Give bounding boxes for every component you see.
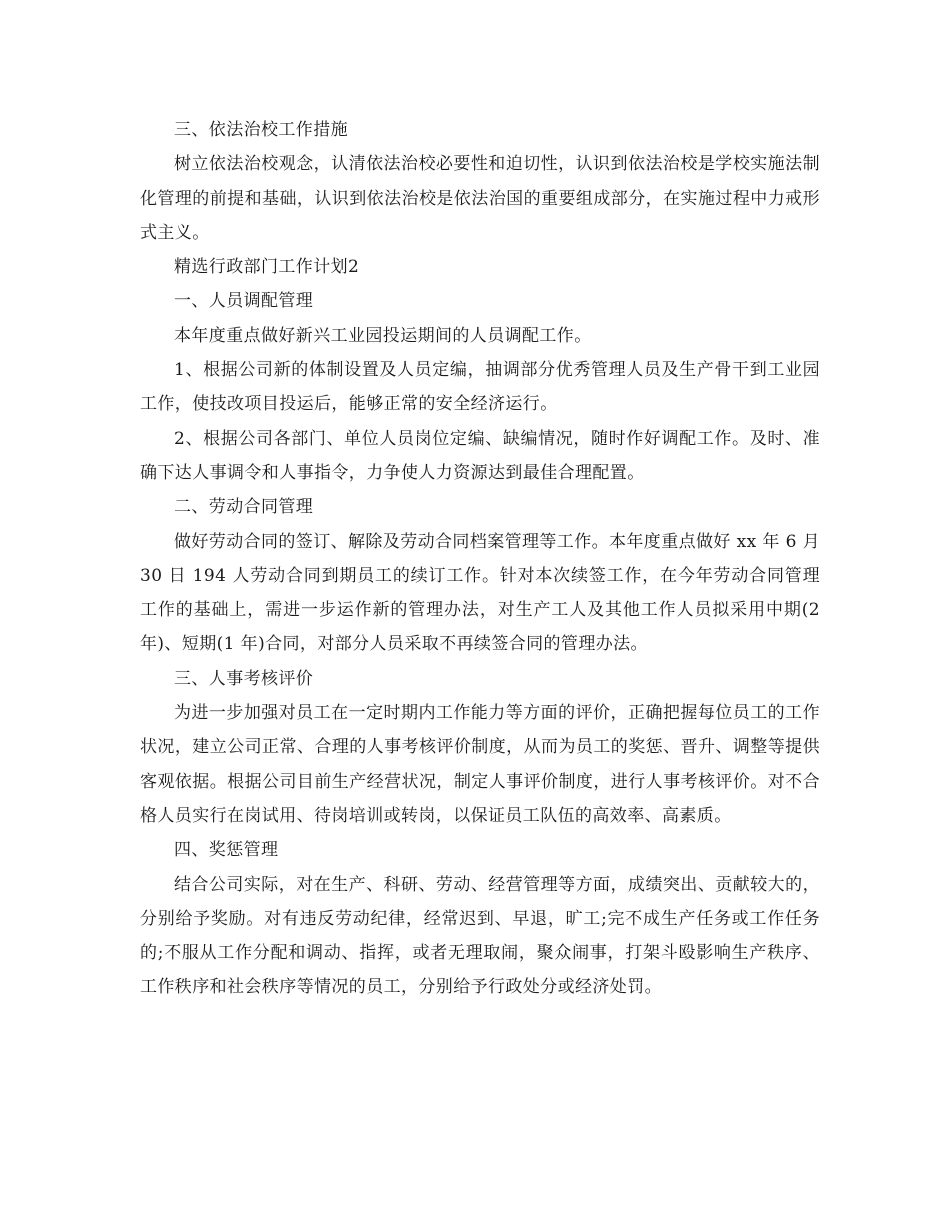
paragraph-rewards: 结合公司实际，对在生产、科研、劳动、经营管理等方面，成绩突出、贡献较大的，分别给予奖励。对有违反劳动纪律，经常迟到、早退，旷工;完不成生产任务或工作任务的;不服从工作分配和调动、指挥，或者无理取闹，聚众闹事，打架斗殴影响生产秩序、工作秩序和社会秩序等情况的员工，分别给予行政处分或经济处罚。	[140, 874, 820, 998]
paragraph-staffing-item-2: 2、根据公司各部门、单位人员岗位定编、缺编情况，随时作好调配工作。及时、准确下达人事调令和人事指令，力争使人力资源达到最佳合理配置。	[140, 428, 820, 483]
section-heading-rewards: 四、奖惩管理	[174, 840, 279, 861]
section-heading-staffing: 一、人员调配管理	[174, 291, 314, 312]
section-heading-rule-of-law: 三、依法治校工作措施	[174, 120, 348, 140]
document-subtitle: 精选行政部门工作计划2	[174, 257, 360, 278]
paragraph-staffing-item-1: 1、根据公司新的体制设置及人员定编，抽调部分优秀管理人员及生产骨干到工业园工作，使技改项目投运后，能够正常的安全经济运行。	[140, 360, 820, 415]
document-body	[140, 113, 820, 1005]
paragraph-rule-of-law: 树立依法治校观念，认清依法治校必要性和迫切性，认识到依法治校是学校实施法制化管理的前提和基础，认识到依法治校是依法治国的重要组成部分，在实施过程中力戒形式主义。	[140, 154, 820, 243]
paragraph-staffing-intro: 本年度重点做好新兴工业园投运期间的人员调配工作。	[174, 325, 592, 346]
section-heading-labor-contract: 二、劳动合同管理	[174, 497, 314, 518]
paragraph-evaluation: 为进一步加强对员工在一定时期内工作能力等方面的评价，正确把握每位员工的工作状况，建立公司正常、合理的人事考核评价制度，从而为员工的奖惩、晋升、调整等提供客观依据。根据公司目前生产经营状况，制定人事评价制度，进行人事考核评价。对不合格人员实行在岗试用、待岗培训或转岗，以保证员工队伍的高效率、高素质。	[140, 703, 820, 826]
paragraph-labor-contract: 做好劳动合同的签订、解除及劳动合同档案管理等工作。本年度重点做好 xx 年 6 月 30 日 194 人劳动合同到期员工的续订工作。针对本次续签工作，在今年劳动合同管理工作的基础上，需进一步运作新的管理办法，对生产工人及其他工作人员拟采用中期(2 年)、短期(1 年)合同，对部分人员采取不再续签合同的管理办法。	[140, 531, 821, 655]
section-heading-evaluation: 三、人事考核评价	[174, 668, 314, 689]
